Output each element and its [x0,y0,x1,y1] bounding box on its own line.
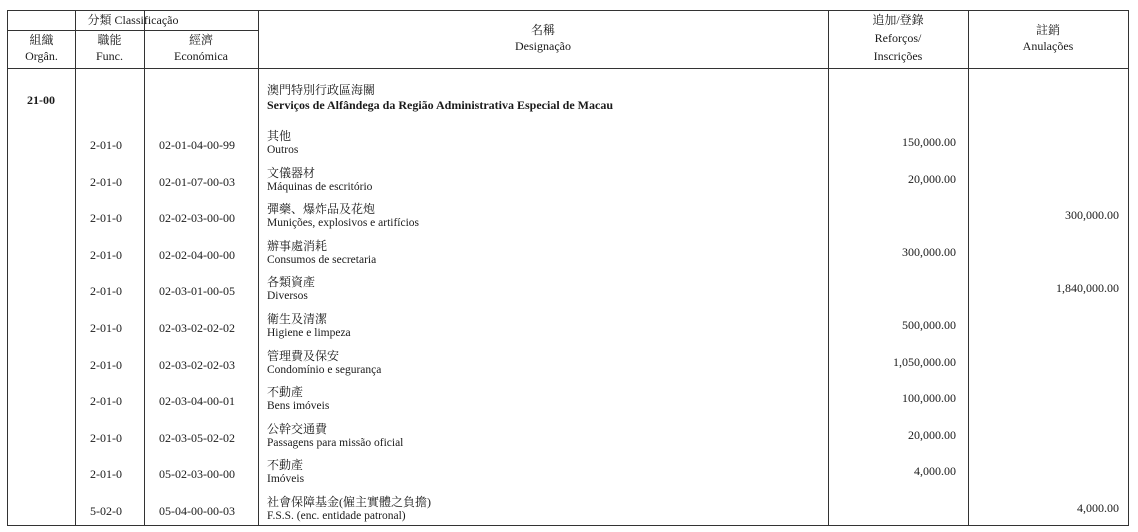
organ-code: 21-00 [27,93,55,107]
item-name-pt: Condomínio e segurança [267,364,382,376]
col-divider-5 [968,11,969,525]
functional-code: 2-01-0 [90,175,122,189]
header-designacao-pt: Designação [515,39,571,53]
economic-code: 02-03-02-02-02 [159,321,235,335]
budget-table [7,10,1129,526]
economic-code: 02-03-04-00-01 [159,394,235,408]
item-name-pt: F.S.S. (enc. entidade patronal) [267,510,406,522]
item-name-zh: 管理費及保安 [267,349,340,363]
reforco-amount: 4,000.00 [914,464,956,478]
item-name-zh: 彈藥、爆炸品及花炮 [267,202,376,216]
functional-code: 2-01-0 [90,321,122,335]
functional-code: 5-02-0 [90,504,122,518]
header-reforcos-pt1: Reforços/ [874,31,922,45]
anulacao-amount: 4,000.00 [1077,501,1119,515]
header-funcional-pt: Func. [96,49,123,63]
item-name-pt: Passagens para missão oficial [267,437,404,449]
header-organica-zh: 組織 [29,33,54,47]
organ-name-pt: Serviços de Alfândega da Região Administrativa Especial de Macau [267,98,613,112]
reforco-amount: 150,000.00 [902,135,956,149]
economic-code: 02-03-02-02-03 [159,358,235,372]
header-designacao-zh: 名稱 [530,23,555,37]
header-anulacoes-zh: 註銷 [1035,23,1060,37]
reforco-amount: 1,050,000.00 [893,355,956,369]
organ-name-zh: 澳門特別行政區海關 [267,83,376,97]
item-name-pt: Diversos [267,290,308,302]
reforco-amount: 20,000.00 [908,172,956,186]
item-name-pt: Imóveis [267,473,305,485]
header-economica-pt: Económica [174,49,228,63]
header-bottom-rule [8,68,1128,69]
col-divider-3 [258,11,259,525]
functional-code: 2-01-0 [90,138,122,152]
item-name-pt: Outros [267,144,299,156]
item-name-zh: 不動產 [267,385,304,399]
item-name-pt: Máquinas de escritório [267,181,373,193]
reforco-amount: 500,000.00 [902,318,956,332]
item-name-zh: 文儀器材 [267,166,316,180]
reforco-amount: 300,000.00 [902,245,956,259]
functional-code: 2-01-0 [90,284,122,298]
functional-code: 2-01-0 [90,431,122,445]
header-classification: 分類 Classificação [87,13,179,27]
reforco-amount: 20,000.00 [908,428,956,442]
economic-code: 02-03-05-02-02 [159,431,235,445]
header-anulacoes-pt: Anulações [1022,39,1074,53]
economic-code: 05-02-03-00-00 [159,467,235,481]
item-name-zh: 公幹交通費 [267,422,328,436]
header-organica-pt: Orgân. [25,49,58,63]
economic-code: 05-04-00-00-03 [159,504,235,518]
functional-code: 2-01-0 [90,248,122,262]
functional-code: 2-01-0 [90,394,122,408]
economic-code: 02-01-07-00-03 [159,175,235,189]
functional-code: 2-01-0 [90,211,122,225]
col-divider-2 [144,11,145,525]
anulacao-amount: 300,000.00 [1065,208,1119,222]
economic-code: 02-02-03-00-00 [159,211,235,225]
anulacao-amount: 1,840,000.00 [1056,281,1119,295]
economic-code: 02-01-04-00-99 [159,138,235,152]
item-name-pt: Munições, explosivos e artifícios [267,217,420,229]
reforco-amount: 100,000.00 [902,391,956,405]
item-name-zh: 各類資產 [267,275,316,289]
item-name-pt: Higiene e limpeza [267,327,351,339]
economic-code: 02-03-01-00-05 [159,284,235,298]
header-economica-zh: 經濟 [188,33,213,47]
economic-code: 02-02-04-00-00 [159,248,235,262]
functional-code: 2-01-0 [90,358,122,372]
col-divider-4 [828,11,829,525]
header-funcional-zh: 職能 [97,33,122,47]
item-name-pt: Bens imóveis [267,400,330,412]
item-name-zh: 社會保障基金(僱主實體之負擔) [267,495,431,509]
item-name-zh: 辦事處消耗 [267,239,328,253]
header-reforcos-pt2: Inscrições [873,49,923,63]
classification-rule [8,30,258,31]
item-name-zh: 其他 [267,129,292,143]
functional-code: 2-01-0 [90,467,122,481]
item-name-zh: 衛生及清潔 [267,312,328,326]
header-reforcos-zh: 追加/登錄 [872,13,924,27]
item-name-pt: Consumos de secretaria [267,254,377,266]
col-divider-1 [75,11,76,525]
item-name-zh: 不動產 [267,458,304,472]
